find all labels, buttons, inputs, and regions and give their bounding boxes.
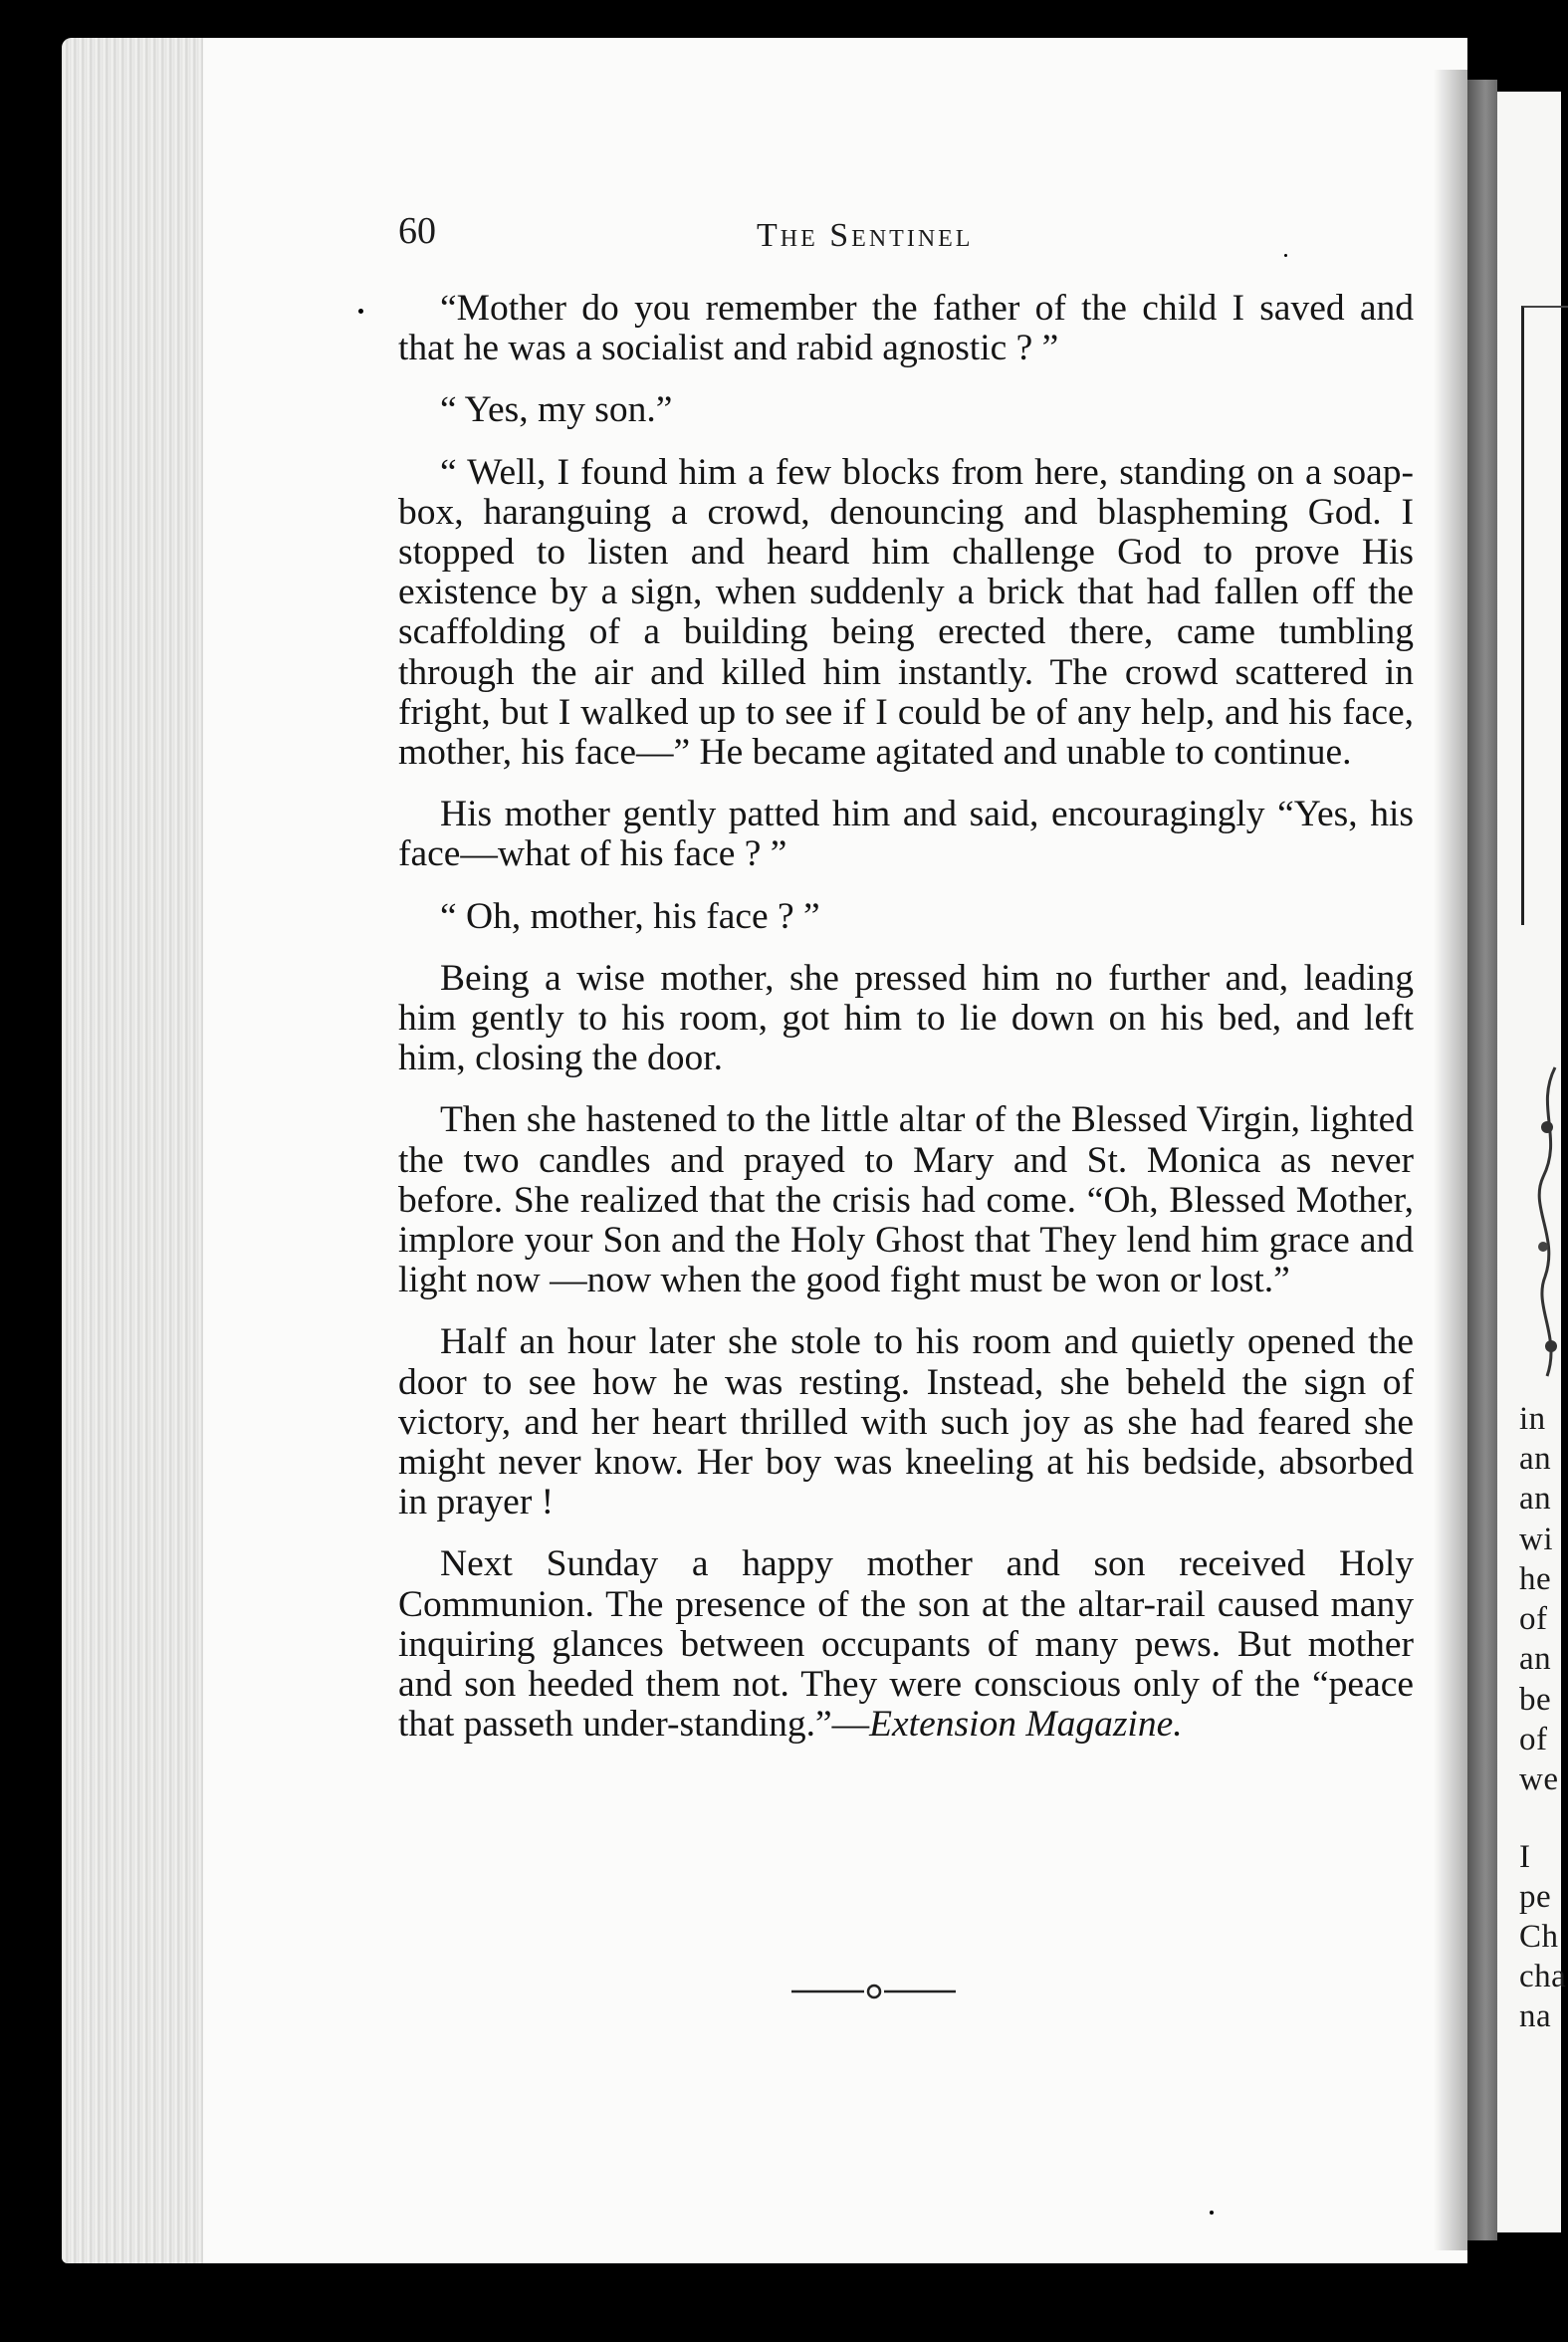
facing-fragment: of bbox=[1519, 1601, 1548, 1637]
running-title: The Sentinel bbox=[757, 217, 974, 254]
book-gutter bbox=[1467, 80, 1497, 2240]
print-speck bbox=[358, 309, 363, 314]
facing-fragment: na bbox=[1519, 1998, 1552, 2034]
paragraph: “ Yes, my son.” bbox=[440, 389, 673, 431]
paragraph: “ Well, I found him a few blocks from here, standing on a soap-box, haranguing a crowd, denouncing and blaspheming God. I stopped to listen and heard him challenge God to prove His existence by a sign, when suddenly a brick that had fallen off the scaffolding of a building being erected there, came tumbling through the air and killed him instantly. The crowd scattered in fright, but I walked up to see if I could be of any help, and his face, mother, his face—” He became agitated and unable to continue. bbox=[398, 451, 1414, 774]
paragraph-with-source bbox=[398, 1544, 1414, 1745]
facing-fragment: an bbox=[1519, 1641, 1552, 1677]
paragraph: His mother gently patted him and said, encouragingly “Yes, his face—what of his face ? ” bbox=[398, 794, 1414, 875]
source-citation: Extension Magazine. bbox=[869, 1704, 1183, 1746]
facing-fragment: pe bbox=[1519, 1879, 1552, 1915]
facing-fragment: in bbox=[1519, 1401, 1546, 1437]
page-header bbox=[398, 209, 1414, 259]
facing-fragment: I bbox=[1519, 1839, 1531, 1875]
print-speck bbox=[1284, 254, 1287, 257]
article-body bbox=[398, 289, 1414, 1767]
facing-fragment: an bbox=[1519, 1481, 1552, 1517]
facing-fragment: an bbox=[1519, 1441, 1552, 1477]
paragraph: “ Oh, mother, his face ? ” bbox=[440, 895, 820, 937]
facing-page bbox=[1497, 92, 1567, 2232]
facing-fragment: cha bbox=[1519, 1959, 1567, 1994]
facing-fragment: he bbox=[1519, 1561, 1552, 1597]
facing-fragment: Ch bbox=[1519, 1919, 1559, 1955]
section-divider bbox=[786, 1982, 966, 2001]
paragraph: “Mother do you remember the father of the child I saved and that he was a socialist and rabid agnostic ? ” bbox=[398, 288, 1414, 369]
facing-page-illustration bbox=[1521, 306, 1568, 925]
paragraph: Being a wise mother, she pressed him no further and, leading him gently to his room, got him to lie down on his bed, and left him, closing the door. bbox=[398, 957, 1414, 1079]
paragraph: Half an hour later she stole to his room and quietly opened the door to see how he was resting. Instead, she beheld the sign of victory, and her heart thrilled with such joy as she had feared she might never know. Her boy was kneeling at his bedside, absorbed in prayer ! bbox=[398, 1321, 1414, 1523]
page-stack-edge bbox=[62, 38, 203, 2263]
paragraph: Next Sunday a happy mother and son received Holy Communion. The presence of the son at the altar-rail caused many inquiring glances between occupants of many pews. But mother and son heeded them not. They were conscious only of the “peace that passeth under-standing.”— bbox=[398, 1543, 1414, 1746]
paragraph: Then she hastened to the little altar of the Blessed Virgin, lighted the two candles and prayed to Mary and St. Monica as never before. She realized that the crisis had come. “Oh, Blessed Mother, implore your Son and the Holy Ghost that They lend him grace and light now —now when the good fight must be won or lost.” bbox=[398, 1099, 1414, 1301]
facing-fragment: wi bbox=[1519, 1522, 1553, 1557]
facing-fragment: of bbox=[1519, 1722, 1548, 1757]
facing-page-ornament bbox=[1525, 1048, 1565, 1406]
facing-fragment: we bbox=[1519, 1761, 1559, 1797]
print-speck bbox=[1210, 2211, 1214, 2215]
page-number: 60 bbox=[398, 210, 436, 252]
facing-fragment: be bbox=[1519, 1682, 1552, 1718]
